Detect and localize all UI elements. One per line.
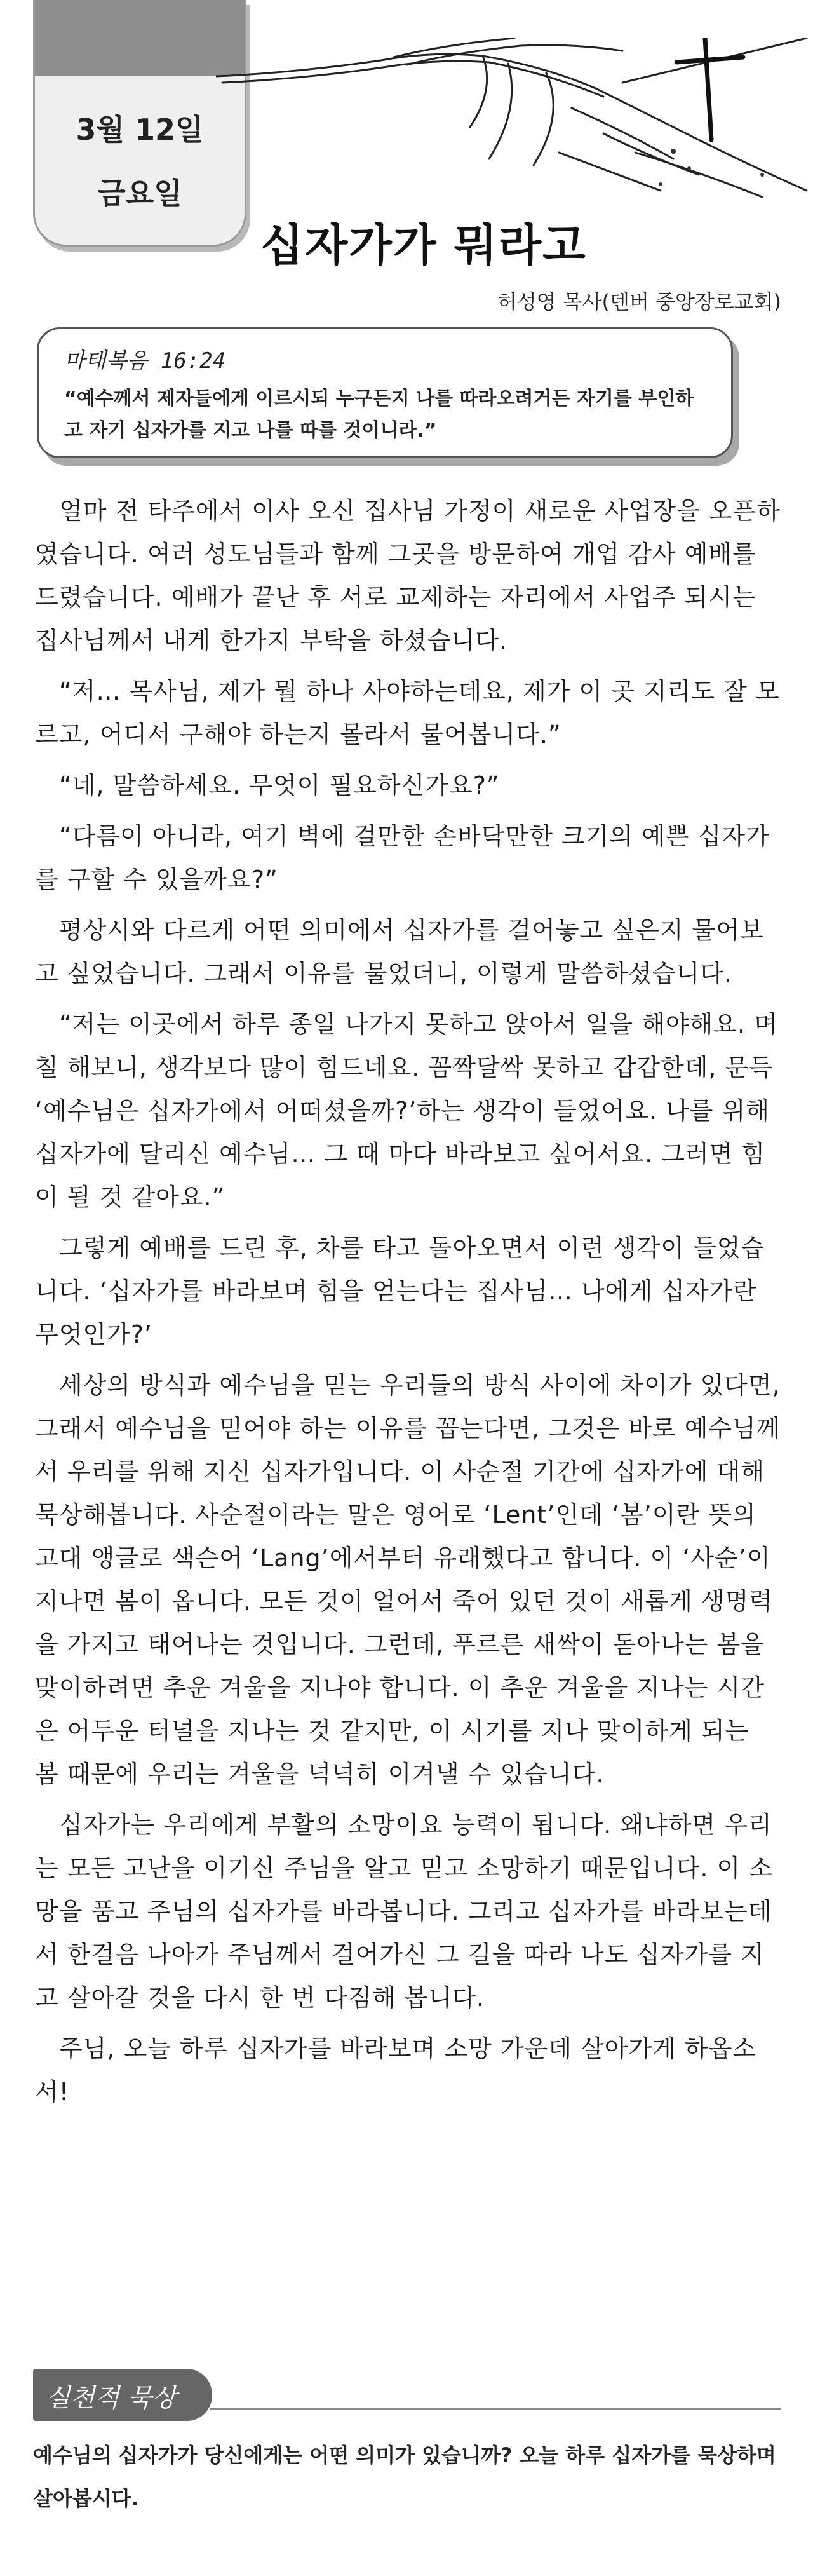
paragraph: 얼마 전 타주에서 이사 오신 집사님 가정이 새로운 사업장을 오픈하였습니다. 여러 성도님들과 함께 그곳을 방문하여 개업 감사 예배를 드렸습니다. 예배가 끝난 후 서로 교제하는 자리에서 사업주 되시는 집사님께서 내게 한가지 부탁을 하셨습니다. xyxy=(35,497,781,654)
paragraph: “저는 이곳에서 하루 종일 나가지 못하고 앉아서 일을 해야해요. 며칠 해보니, 생각보다 많이 힘드네요. 꼼짝달싹 못하고 갑갑한데, 문득 ‘예수님은 십자가에서 어떠셨을까?’하는 생각이 들었어요. 나를 위해 십자가에 달리신 예수님… 그 때 마다 바라보고 싶어서요. 그러면 힘이 될 것 같아요.” xyxy=(35,1010,778,1211)
scripture-box xyxy=(37,327,733,458)
date-weekday: 금요일 xyxy=(97,176,182,210)
paragraph: 주님, 오늘 하루 십자가를 바라보며 소망 가운데 살아가게 하옵소서! xyxy=(35,2035,757,2106)
hill-cross-icon xyxy=(216,38,813,203)
divider xyxy=(210,2408,781,2410)
date-tab xyxy=(33,0,246,247)
paragraph: “다름이 아니라, 여기 벽에 걸만한 손바닥만한 크기의 예쁜 십자가를 구할 수 있을까요?” xyxy=(35,822,770,893)
author: 허성영 목사(덴버 중앙장로교회) xyxy=(497,290,781,314)
meditation-label-text: 실천적 묵상 xyxy=(46,2383,177,2413)
paragraph: 세상의 방식과 예수님을 믿는 우리들의 방식 사이에 차이가 있다면, 그래서 예수님을 믿어야 하는 이유를 꼽는다면, 그것은 바로 예수님께서 우리를 위해 지신 십자가입니다. 이 사순절 기간에 십자가에 대해 묵상해봅니다. 사순절이라는 말은 영어로 ‘Lent’인데 ‘봄’이란 뜻의 고대 앵글로 색슨어 ‘Lang’에서부터 유래했다고 합니다. 이 ‘사순’이 지나면 봄이 옵니다. 모든 것이 얼어서 죽어 있던 것이 새롭게 생명력을 가지고 태어나는 것입니다. 그런데, 푸르른 새싹이 돋아나는 봄을 맞이하려면 추운 겨울을 지나야 합니다. 이 추운 겨울을 지나는 시간은 어두운 터널을 지나는 것 같지만, 이 시기를 지나 맞이하게 되는 봄 때문에 우리는 겨울을 넉넉히 이겨낼 수 있습니다. xyxy=(35,1371,781,1788)
meditation-label xyxy=(33,2369,212,2421)
meditation-text: 예수님의 십자가가 당신에게는 어떤 의미가 있습니까? 오늘 하루 십자가를 묵상하며 살아봅시다. xyxy=(33,2443,776,2511)
paragraph: 그렇게 예배를 드린 후, 차를 타고 돌아오면서 이런 생각이 들었습니다. ‘십자가를 바라보며 힘을 얻는다는 집사님… 나에게 십자가란 무엇인가?’ xyxy=(35,1234,765,1348)
paragraph: 십자가는 우리에게 부활의 소망이요 능력이 됩니다. 왜냐하면 우리는 모든 고난을 이기신 주님을 알고 믿고 소망하기 때문입니다. 이 소망을 품고 주님의 십자가를 바라봅니다. 그리고 십자가를 바라보는데서 한걸음 나아가 주님께서 걸어가신 그 길을 따라 나도 십자가를 지고 살아갈 것을 다시 한 번 다짐해 봅니다. xyxy=(35,1811,773,2012)
scripture-reference: 마태복음 16:24 xyxy=(64,348,226,374)
page-title: 십자가가 뭐라고 xyxy=(260,219,587,271)
paragraph: “네, 말씀하세요. 무엇이 필요하신가요?” xyxy=(59,771,500,799)
article-body xyxy=(35,489,781,2121)
scripture-verse: “예수께서 제자들에게 이르시되 누구든지 나를 따라오려거든 자기를 부인하고 자기 십자가를 지고 나를 따를 것이니라.” xyxy=(64,388,694,442)
paragraph: 평상시와 다르게 어떤 의미에서 십자가를 걸어놓고 싶은지 물어보고 싶었습니다. 그래서 이유를 물었더니, 이렇게 말씀하셨습니다. xyxy=(35,916,764,987)
date-day: 3월 12일 xyxy=(76,112,204,147)
date-tab-shade xyxy=(35,0,245,76)
paragraph: “저… 목사님, 제가 뭘 하나 사야하는데요, 제가 이 곳 지리도 잘 모르고, 어디서 구해야 하는지 몰라서 물어봅니다.” xyxy=(35,677,780,749)
